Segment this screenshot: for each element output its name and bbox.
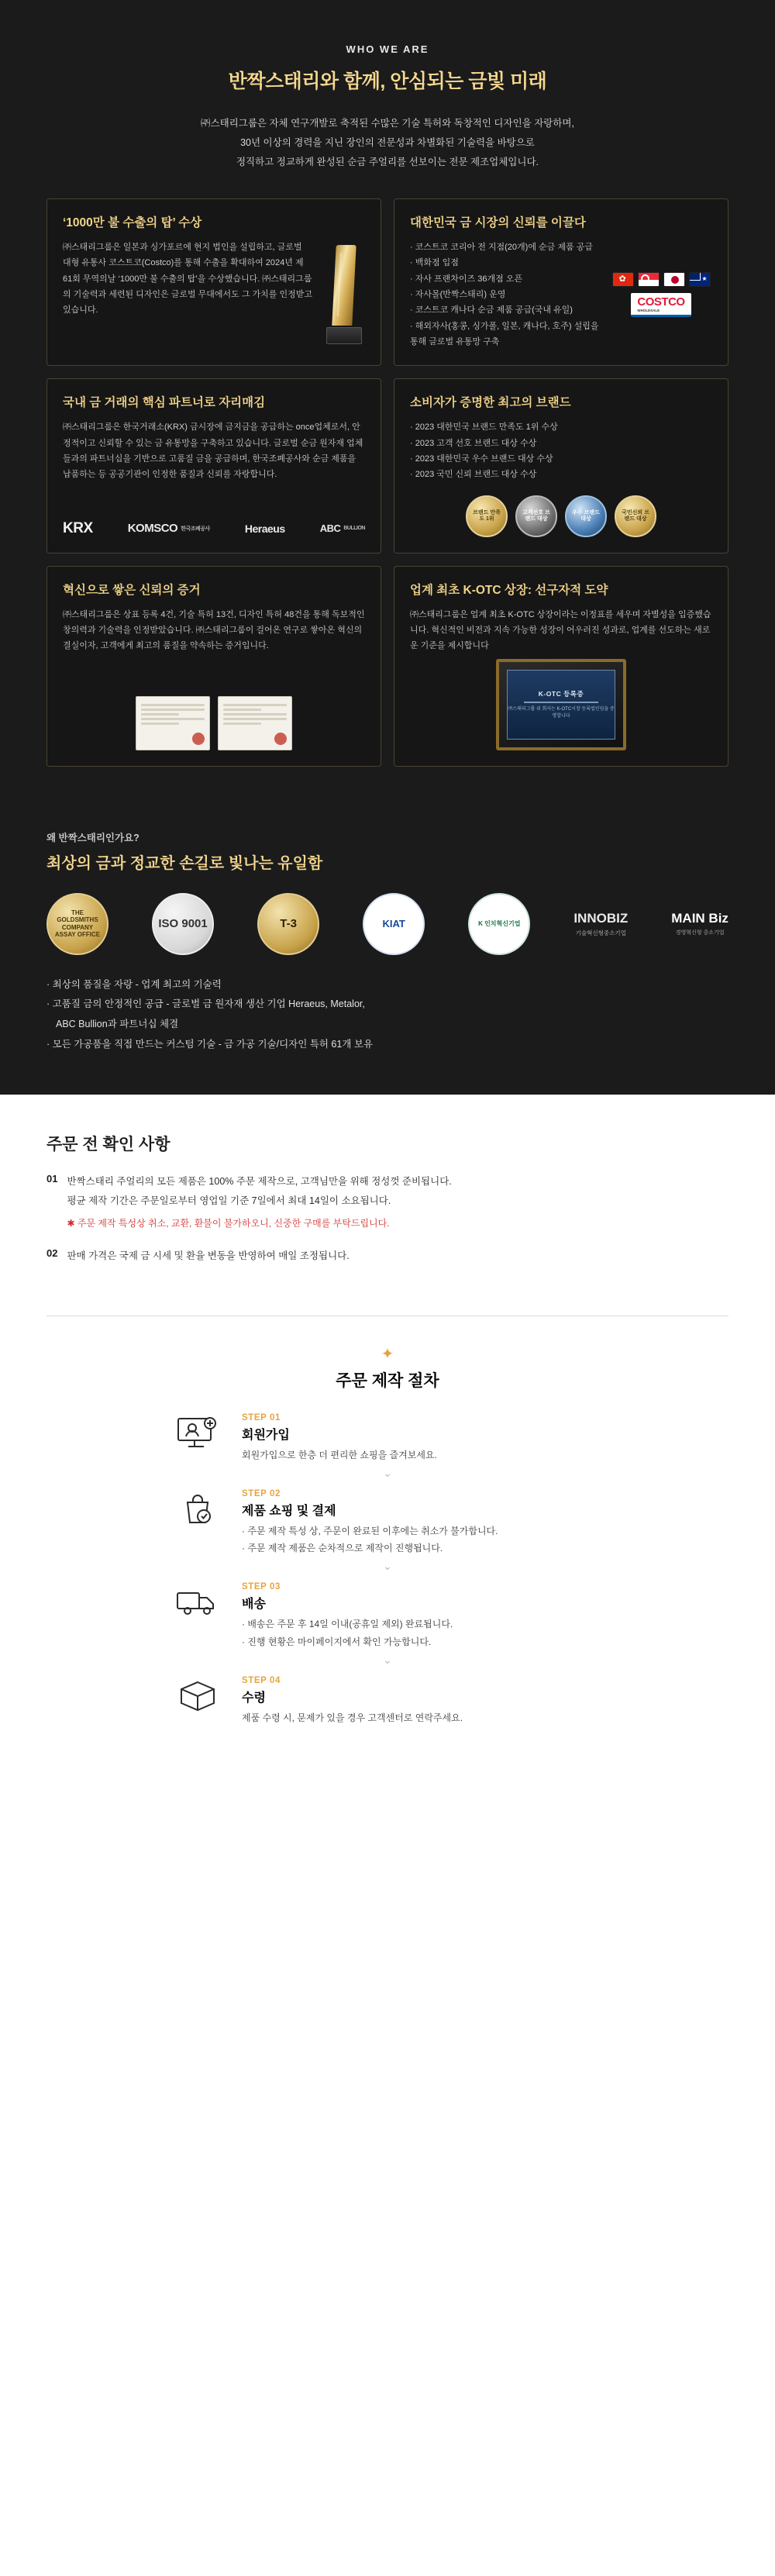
step-name: 배송 <box>242 1598 266 1612</box>
notice-number: 02 <box>46 1247 58 1260</box>
highlight-card-grid <box>46 198 728 767</box>
certificate-row <box>63 696 365 750</box>
award-medal: 우수 브랜드 대상 <box>565 495 607 537</box>
card-kotc-listing <box>394 566 728 767</box>
step-desc: 제품 수령 시, 문제가 있을 경우 고객센터로 연락주세요. <box>242 1712 463 1723</box>
mainbiz-label: MAIN Biz <box>671 911 728 926</box>
flags-costco-visual <box>610 240 712 350</box>
card-title: 혁신으로 쌓은 신뢰의 증거 <box>63 583 201 597</box>
costco-sub: WHOLESALE <box>637 309 660 313</box>
bullet: · 해외자사(홍콩, 싱가폴, 일본, 캐나다, 호주) 설립을 통해 글로벌 유통망 구축 <box>410 321 599 347</box>
step-desc: · 주문 제작 제품은 순차적으로 제작이 진행됩니다. <box>242 1543 443 1554</box>
card-title: 소비자가 증명한 최고의 브랜드 <box>410 396 571 410</box>
award-medal-row <box>410 495 712 537</box>
award-medal: 고객선호 브랜드 대상 <box>515 495 557 537</box>
package-box-icon <box>170 1674 225 1718</box>
award-medal: 브랜드 만족도 1위 <box>466 495 508 537</box>
card-innovation-patents <box>46 566 381 767</box>
card-gold-partner <box>46 378 381 553</box>
notice-title: 주문 전 확인 사항 <box>46 1136 170 1154</box>
delivery-truck-icon <box>170 1581 225 1624</box>
kotc-plaque-image <box>496 659 626 750</box>
card-text: ㈜스태리그룹은 일본과 싱가포르에 현지 법인을 설립하고, 글로벌 대형 유통사 코스트코(Costco)를 통해 수출을 확대하여 2024년 제 61회 무역의날 ‘1000만 불 수출의 탑’을 수상했습니다. ㈜스태리그룹의 기술력과 세련된 디자인은 글로벌 무대에서도 그 가치를 인정받고 있습니다. <box>63 243 312 316</box>
japan-flag-icon <box>663 272 685 287</box>
card-market-trust <box>394 198 728 366</box>
komsco-sub: 한국조폐공사 <box>181 526 210 532</box>
certification-badge-row <box>46 893 728 955</box>
iso-badge-label: ISO 9001 <box>158 916 208 930</box>
step-desc: 회원가입으로 한층 더 편리한 쇼핑을 즐겨보세요. <box>242 1449 437 1460</box>
list-item: · 모든 가공품을 직접 만드는 커스텀 기술 - 금 가공 기술/디자인 특허 61개 보유 <box>46 1038 374 1050</box>
costco-logo <box>631 293 691 317</box>
intro-line-2: 30년 이상의 경력을 지닌 장인의 전문성과 차별화된 기술력을 바탕으로 <box>240 137 535 148</box>
certificate-image <box>218 696 292 750</box>
step-name: 제품 쇼핑 및 결제 <box>242 1505 336 1519</box>
list-item: · 최상의 품질을 자랑 - 업계 최고의 기술력 <box>46 978 222 990</box>
process-step <box>170 1412 604 1464</box>
bullet: · 2023 대한민국 브랜드 만족도 1위 수상 <box>410 422 558 433</box>
page-title: 반짝스태리와 함께, 안심되는 금빛 미래 <box>228 71 547 92</box>
step-label: STEP 04 <box>242 1675 281 1685</box>
card-bullets <box>410 240 599 350</box>
step-desc: · 주문 제작 특성 상, 주문이 완료된 이후에는 취소가 불가합니다. <box>242 1526 498 1537</box>
t3-badge-icon <box>257 893 319 955</box>
innobiz-sub: 기술혁신형중소기업 <box>575 929 626 936</box>
certificate-image <box>136 696 210 750</box>
notice-item <box>46 1247 728 1265</box>
notice-item <box>46 1172 728 1233</box>
australia-flag-icon <box>689 272 711 287</box>
card-text: ㈜스태리그룹은 업계 최초 K-OTC 상장이라는 이정표를 세우며 자별성을 입증했습니다. 혁신적인 비전과 지속 가능한 성장이 어우러진 성과로, 업계를 선도하는 새로운 기준을 제시합니다 <box>410 609 711 651</box>
process-step <box>170 1581 604 1650</box>
why-title: 최상의 금과 정교한 손길로 빛나는 유일함 <box>46 854 323 872</box>
bullet: · 2023 대한민국 우수 브랜드 대상 수상 <box>410 454 553 464</box>
singapore-flag-icon <box>638 272 660 287</box>
award-medal: 국민신뢰 브랜드 대상 <box>615 495 656 537</box>
shopping-bag-icon <box>170 1488 225 1531</box>
list-item: ABC Bullion과 파트너십 체결 <box>56 1019 179 1030</box>
bullet: · 자사 프랜차이즈 36개점 오픈 <box>410 274 523 284</box>
step-label: STEP 03 <box>242 1582 281 1592</box>
sparkle-icon: ✦ <box>381 1345 394 1363</box>
chevron-down-icon: ⌄ <box>383 1653 392 1666</box>
hong-kong-flag-icon <box>612 272 634 287</box>
intro-paragraph <box>93 114 682 172</box>
intro-line-1: ㈜스태리그룹은 자체 연구개발로 축적된 수많은 기술 특허와 독창적인 디자인을 자랑하며, <box>201 118 574 129</box>
list-item: · 고품질 금의 안정적인 공급 - 글로벌 금 원자재 생산 기업 Heraeus, Metalor, <box>46 998 365 1010</box>
why-benefit-list <box>46 975 728 1055</box>
card-export-tower <box>46 198 381 366</box>
abc-sub: BULLION <box>343 526 365 532</box>
who-we-are-section <box>0 0 775 816</box>
card-title: 업계 최초 K-OTC 상장: 선구자적 도약 <box>410 583 608 597</box>
card-best-brand <box>394 378 728 553</box>
abc-name: ABC <box>319 522 341 535</box>
innobiz-label: INNOBIZ <box>574 910 629 926</box>
plaque-body: ㈜스태리그룹 위 회사는 K-OTC시장 등록법인임을 증명합니다 <box>508 706 615 719</box>
card-bullets <box>410 419 712 482</box>
seal-icon <box>274 733 287 745</box>
chevron-down-icon: ⌄ <box>383 1467 392 1480</box>
trophy-icon <box>323 240 365 350</box>
iso-badge-icon <box>152 893 214 955</box>
costco-name: COSTCO <box>637 295 685 309</box>
process-step <box>170 1674 604 1726</box>
innobiz-badge-icon <box>574 911 628 937</box>
t3-badge-label: T-3 <box>280 916 297 930</box>
bullet: · 2023 국민 신뢰 브랜드 대상 수상 <box>410 470 537 480</box>
guild-seal-badge-icon: THE GOLDSMITHS COMPANY ASSAY OFFICE <box>46 893 108 955</box>
bullet: · 백화점 입점 <box>410 258 459 268</box>
card-text: ㈜스태리그룹은 상표 등록 4건, 기술 특허 13건, 디자인 특허 48건을 통해 독보적인 창의력과 기술력을 인정받았습니다. ㈜스태리그룹이 걸어온 연구로 쌓아온 혁신의 결실이자, 고객에게 최고의 품질을 약속하는 증거입니다. <box>63 609 365 651</box>
bullet: · 코스트코 코리아 전 지점(20개)에 순금 제품 공급 <box>410 243 593 252</box>
krx-logo: KRX <box>63 519 93 536</box>
bullet: · 자사몰(반짝스태리) 운영 <box>410 290 506 300</box>
partner-logo-row <box>63 520 365 537</box>
step-label: STEP 01 <box>242 1412 281 1422</box>
heraeus-logo: Heraeus <box>244 522 285 535</box>
abc-bullion-logo <box>320 522 365 534</box>
chevron-down-icon: ⌄ <box>383 1560 392 1573</box>
plaque-title: K-OTC 등록증 <box>538 689 584 698</box>
order-process-section <box>0 1316 775 1757</box>
notice-warning: ✱ 주문 제작 특성상 취소, 교환, 환불이 불가하오니, 신중한 구매를 부탁드립니다. <box>67 1218 390 1229</box>
bullet: · 2023 고객 선호 브랜드 대상 수상 <box>410 438 537 448</box>
step-desc: · 진행 현황은 마이페이지에서 확인 가능합니다. <box>242 1636 432 1647</box>
card-text: ㈜스태리그룹은 한국거래소(KRX) 금시장에 금지금을 공급하는 once업체로서, 안정적이고 신뢰할 수 있는 금 유통망을 구축하고 있습니다. 글로벌 순금 원자재 업체들과의 파트너십을 기반으로 고품질 금을 공급하며, 한국조폐공사와 순금 제품을 납품하는 등 공공기관이 인정한 품질과 신뢰를 자랑합니다. <box>63 422 363 480</box>
card-title: ‘1000만 불 수출의 탑’ 수상 <box>63 216 202 229</box>
notice-line: 판매 가격은 국제 금 시세 및 환율 변동을 반영하여 매일 조정됩니다. <box>67 1250 350 1262</box>
kiat-badge-icon: KIAT <box>363 893 425 955</box>
mainbiz-badge-icon <box>671 911 728 936</box>
process-step <box>170 1488 604 1557</box>
card-title: 국내 금 거래의 핵심 파트너로 자리매김 <box>63 396 266 410</box>
step-name: 회원가입 <box>242 1428 290 1442</box>
card-title: 대한민국 금 시장의 신뢰를 이끌다 <box>410 216 586 229</box>
step-name: 수령 <box>242 1691 266 1705</box>
notice-line: 평균 제작 기간은 주문일로부터 영업일 기준 7일에서 최대 14일이 소요됩니다. <box>67 1195 391 1206</box>
notice-number: 01 <box>46 1173 58 1185</box>
komsco-name: KOMSCO <box>127 522 178 536</box>
process-step-list <box>170 1412 604 1726</box>
monitor-signup-icon <box>170 1412 225 1455</box>
step-label: STEP 02 <box>242 1489 281 1499</box>
why-section <box>0 816 775 1095</box>
mainbiz-sub: 경영혁신형 중소기업 <box>675 930 725 936</box>
komsco-logo <box>128 522 210 535</box>
step-desc: · 배송은 주문 후 14일 이내(공휴일 제외) 완료됩니다. <box>242 1619 453 1630</box>
notice-line: 반짝스태리 주얼리의 모든 제품은 100% 주문 제작으로, 고객님만을 위해 정성껏 준비됩니다. <box>67 1176 452 1188</box>
process-title: 주문 제작 절차 <box>336 1371 439 1390</box>
intro-line-3: 정직하고 정교하게 완성된 순금 주얼리를 선보이는 전문 제조업체입니다. <box>236 157 539 167</box>
seal-icon <box>192 733 205 745</box>
k-mark-badge-icon: K 인치혁신기업 <box>468 893 530 955</box>
bullet: · 코스트코 캐나다 순금 제품 공급(국내 유일) <box>410 305 573 316</box>
order-notice-section <box>0 1095 775 1295</box>
why-eyebrow: 왜 반짝스태리인가요? <box>46 832 140 843</box>
section-eyebrow: WHO WE ARE <box>346 43 429 55</box>
